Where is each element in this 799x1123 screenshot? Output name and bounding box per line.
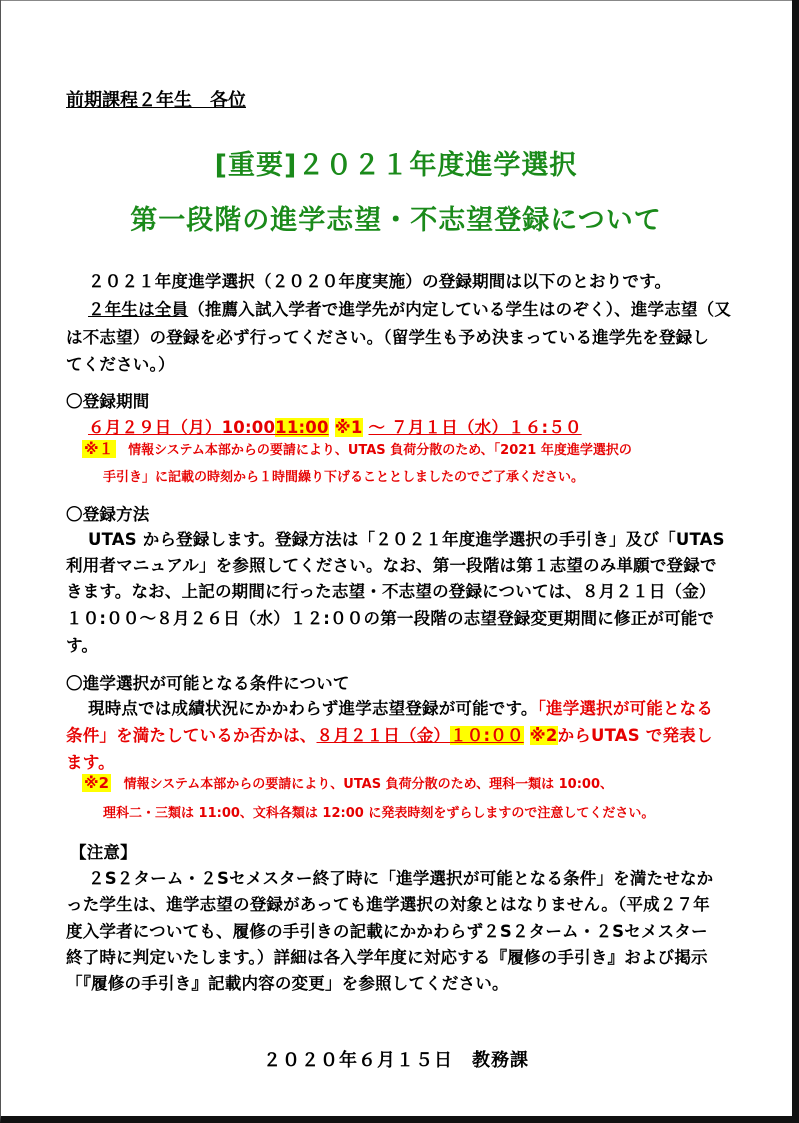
- conditions-note-line-2: 理科二・三類は 11:00、文科各類は 12:00 に発表時刻をずらしますので注意してください。: [103, 806, 655, 821]
- caution-line-4: 終了時に判定いたします。）詳細は各入学年度に対応する『履修の手引き』および掲示: [66, 948, 708, 967]
- intro-line-1: ２０２１年度進学選択（２０２０年度実施）の登録期間は以下のとおりです。: [88, 272, 672, 291]
- conditions-line-1: [88, 695, 713, 719]
- method-line-5: す。: [66, 636, 99, 655]
- period-note-line-2: 手引き」に記載の時刻から１時間繰り下げることとしましたのでご了承ください。: [103, 470, 585, 485]
- method-line-3: きます。なお、上記の期間に行った志望・不志望の登録については、８月２１日（金）: [66, 582, 716, 601]
- period-heading: 〇登録期間: [66, 392, 150, 411]
- conditions-note-line-1: [82, 773, 613, 792]
- period-new-time: 11:00: [275, 418, 329, 437]
- period-note-line-1: [82, 438, 632, 459]
- period-range-rest: ～ ７月１日（水）１６:５０: [368, 418, 582, 437]
- conditions-note-label: ※2: [84, 774, 110, 792]
- period-old-time: 10:00: [221, 418, 276, 437]
- conditions-line-3: ます。: [66, 753, 115, 772]
- period-start-date: ６月２９日（月）: [88, 418, 222, 437]
- period-range: [88, 414, 582, 438]
- caution-line-2: った学生は、進学志望の登録があっても進学選択の対象とはなりません。（平成２７年: [66, 895, 710, 914]
- method-line-2: 利用者マニュアル」を参照してください。なお、第一段階は第１志望のみ単願で登録で: [66, 556, 717, 575]
- conditions-line-1-red: 「進学選択が可能となる: [537, 699, 714, 718]
- method-heading: 〇登録方法: [66, 505, 150, 524]
- conditions-note-text-1: 情報システム本部からの要請により、UTAS 負荷分散のため、理科一類は 10:00、: [123, 777, 614, 792]
- period-note-label: ※１: [84, 440, 114, 458]
- period-note-mark: ※1: [334, 418, 363, 437]
- caution-line-5: 「『履修の手引き』記載内容の変更」を参照してください。: [66, 974, 509, 993]
- caution-line-1: ２S２ターム・２Sセメスター終了時に「進学選択が可能となる条件」を満たせなか: [88, 869, 714, 888]
- conditions-date: ８月２１日（金）: [316, 726, 451, 745]
- intro-line-2-rest: （推薦入試入学者で進学先が内定している学生はのぞく）、進学志望（又: [188, 300, 732, 319]
- footer-date-office: ２０２０年６月１５日 教務課: [263, 1050, 529, 1071]
- intro-line-3: は不志望）の登録を必ず行ってください。（留学生も予め決まっている進学先を登録し: [66, 328, 710, 347]
- conditions-note-mark: ※2: [529, 726, 558, 745]
- title-line-1: [重要]２０２１年度進学選択: [214, 150, 578, 181]
- caution-heading: 【注意】: [70, 843, 137, 862]
- intro-line-4: てください。）: [66, 355, 175, 374]
- addressee: 前期課程２年生 各位: [66, 90, 246, 111]
- title-line-2: 第一段階の進学志望・不志望登録について: [130, 205, 662, 236]
- conditions-line-1-black: 現時点では成績状況にかかわらず進学志望登録が可能です。: [88, 699, 538, 718]
- conditions-line-2-a: 条件」を満たしているか否かは、: [66, 726, 317, 745]
- conditions-time: １０:００: [450, 726, 524, 745]
- intro-line-2: [88, 296, 731, 320]
- conditions-heading: 〇進学選択が可能となる条件について: [66, 674, 350, 693]
- intro-all-students: ２年生は全員: [88, 300, 189, 319]
- method-line-4: １０:００～８月２６日（水）１２:００の第一段階の志望登録変更期間に修正が可能で: [66, 609, 715, 628]
- caution-line-3: 度入学者についても、履修の手引きの記載にかかわらず２S２ターム・２Sセメスター: [66, 922, 708, 941]
- conditions-line-2-b: からUTAS で発表し: [557, 726, 713, 745]
- method-line-1: UTAS から登録します。登録方法は「２０２１年度進学選択の手引き」及び「UTAS: [88, 530, 725, 549]
- conditions-line-2: [66, 722, 713, 746]
- period-note-text-1: 情報システム本部からの要請により、UTAS 負荷分散のため、「2021 年度進学選択の: [128, 443, 632, 458]
